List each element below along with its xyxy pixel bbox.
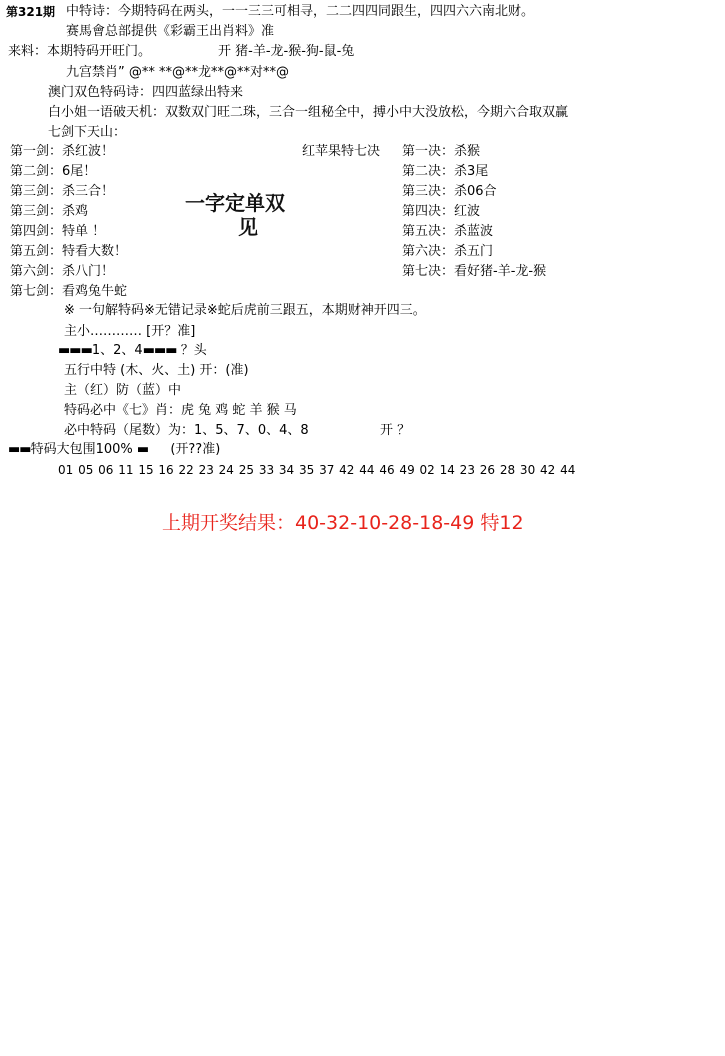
number-list: 01 05 06 11 15 16 22 23 24 25 33 34 35 37 42 44 46 49 02 14 23 26 28 30 42 44 [58, 463, 576, 477]
laiyao-label: 来料：本期特码开旺门。 [8, 44, 152, 59]
apple-item: 第四决：红波 [402, 204, 481, 219]
apple-item: 第七决：看好猪-羊-龙-猴 [402, 264, 547, 279]
sword-item: 第四剑：特单 ！ [10, 224, 106, 239]
apple-item: 第五决：杀蓝波 [402, 224, 494, 239]
apple-item: 第六决：杀五门 [402, 244, 494, 259]
danshuang-title: 一字定单双 [185, 191, 285, 215]
sword-item: 第六剑：杀八门！ [10, 264, 115, 279]
aomen-poem: 澳门双色特码诗：四四蓝绿出特来 [48, 85, 244, 100]
zhufang-line: 主（红）防（蓝）中 [64, 383, 182, 398]
sword-item: 第五剑：特看大数！ [10, 244, 128, 259]
apple-item: 第一决：杀猴 [402, 144, 481, 159]
sword-item: 第一剑：杀红波！ [10, 144, 115, 159]
sword-item: 第三剑：杀三合！ [10, 184, 115, 199]
bar-decoration: ▬▬▬ [142, 343, 177, 358]
sword-item: 第七剑：看鸡兔牛蛇 [10, 284, 128, 299]
weishu-label: 必中特码（尾数）为：1、5、7、0、4、8 [64, 423, 309, 438]
yiju-line: ※ 一句解特码※无错记录※蛇后虎前三跟五，本期财神开四三。 [64, 303, 426, 318]
weishu-open: 开 ？ [380, 423, 411, 438]
baowei-line [8, 441, 220, 458]
apple-item: 第二决：杀3尾 [402, 164, 489, 179]
issue-number: 第321期 [6, 5, 56, 19]
sword-item: 第三剑：杀鸡 [10, 204, 89, 219]
danshuang-sub: 见 [238, 215, 258, 239]
qijian-title: 七剑下天山： [48, 125, 127, 140]
baowei-label: 特码大包围100% [30, 442, 133, 457]
baixiaojie-line: 白小姐一语破天机：双数双门旺二珠，三合一组秘全中，搏小中大没放松，今期六合取双赢 [48, 105, 569, 120]
wuxing-line: 五行中特 (木、火、土) 开：(准) [64, 363, 249, 378]
bar-decoration: ▬▬▬ [58, 343, 92, 358]
bar-decoration: ▬▬ [8, 442, 31, 457]
tou-numbers: 1、2、4 [91, 343, 143, 358]
bizhong-xiao-line: 特码必中《七》肖：虎 兔 鸡 蛇 羊 猴 马 [64, 403, 297, 418]
apple-item: 第三决：杀06合 [402, 184, 497, 199]
jiugong-line: 九宫禁肖” @** **@**龙**@**对**@ [66, 65, 289, 80]
zhuxiao-line: 主小………… [开？准] [64, 324, 196, 339]
laiyao-open: 开 猪-羊-龙-猴-狗-鼠-兔 [218, 44, 355, 59]
apple-title: 红苹果特七决 [302, 144, 381, 159]
bar-decoration: ▬ [136, 442, 149, 457]
source-line: 赛馬會总部提供《彩霸王出肖料》准 [66, 24, 275, 39]
tou-suffix: ？头 [180, 343, 207, 358]
poem-line: 中特诗：今期特码在两头，一一三三可相寻，二二四四同跟生，四四六六南北财。 [66, 4, 535, 19]
sword-item: 第二剑：6尾！ [10, 164, 97, 179]
last-result: 上期开奖结果：40-32-10-28-18-49 特12 [162, 512, 524, 534]
tou-line [58, 342, 207, 359]
baowei-suffix: (开??准) [170, 442, 221, 457]
